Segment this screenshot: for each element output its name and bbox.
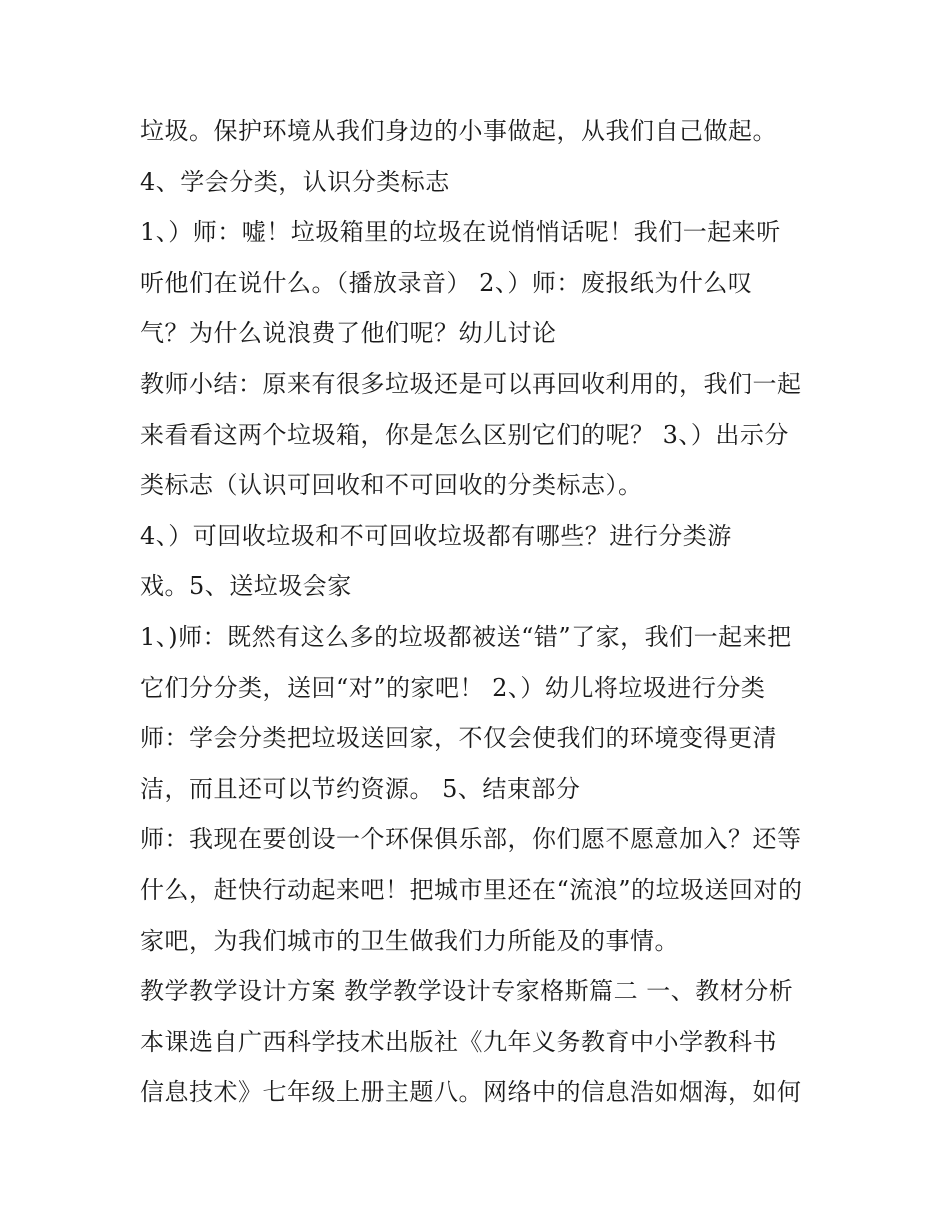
text-line: 气？为什么说浪费了他们呢？幼儿讨论 xyxy=(140,319,557,348)
text-line: 师：学会分类把垃圾送回家，不仅会使我们的环境变得更清 xyxy=(140,724,777,753)
text-line: 来看看这两个垃圾箱，你是怎么区别它们的呢？ 3、）出示分 xyxy=(140,420,789,449)
text-line: 垃圾。保护环境从我们身边的小事做起，从我们自己做起。 xyxy=(140,117,777,145)
text-line: 教学教学设计方案 教学教学设计专家格斯篇二 一、教材分析 xyxy=(140,977,794,1006)
text-line: 听他们在说什么。（播放录音） 2、）师：废报纸为什么叹 xyxy=(140,268,753,297)
text-line: 1、）师：嘘！垃圾箱里的垃圾在说悄悄话呢！我们一起来听 xyxy=(140,218,781,247)
text-line: 家吧，为我们城市的卫生做我们力所能及的事情。 xyxy=(140,926,679,955)
document-body xyxy=(140,106,820,1118)
text-line: 信息技术》七年级上册主题八。网络中的信息浩如烟海，如何 xyxy=(140,1078,802,1107)
text-line: 什么，赶快行动起来吧！把城市里还在“流浪”的垃圾送回对的 xyxy=(140,875,803,904)
text-line: 戏。5、送垃圾会家 xyxy=(140,572,352,601)
text-line: 4、）可回收垃圾和不可回收垃圾都有哪些？进行分类游 xyxy=(140,521,732,550)
text-line: 教师小结：原来有很多垃圾还是可以再回收利用的，我们一起 xyxy=(140,369,802,398)
text-line: 洁，而且还可以节约资源。 5、结束部分 xyxy=(140,774,581,803)
text-line: 1、)师：既然有这么多的垃圾都被送“错”了家，我们一起来把 xyxy=(140,622,792,651)
text-line: 4、学会分类，认识分类标志 xyxy=(140,167,450,196)
text-line: 类标志（认识可回收和不可回收的分类标志）。 xyxy=(140,471,643,500)
text-line: 师：我现在要创设一个环保俱乐部，你们愿不愿意加入？还等 xyxy=(140,825,802,854)
text-line: 本课选自广西科学技术出版社《九年义务教育中小学教科书 xyxy=(140,1027,777,1056)
text-line: 它们分分类，送回“对”的家吧！ 2、）幼儿将垃圾进行分类 xyxy=(140,673,766,702)
